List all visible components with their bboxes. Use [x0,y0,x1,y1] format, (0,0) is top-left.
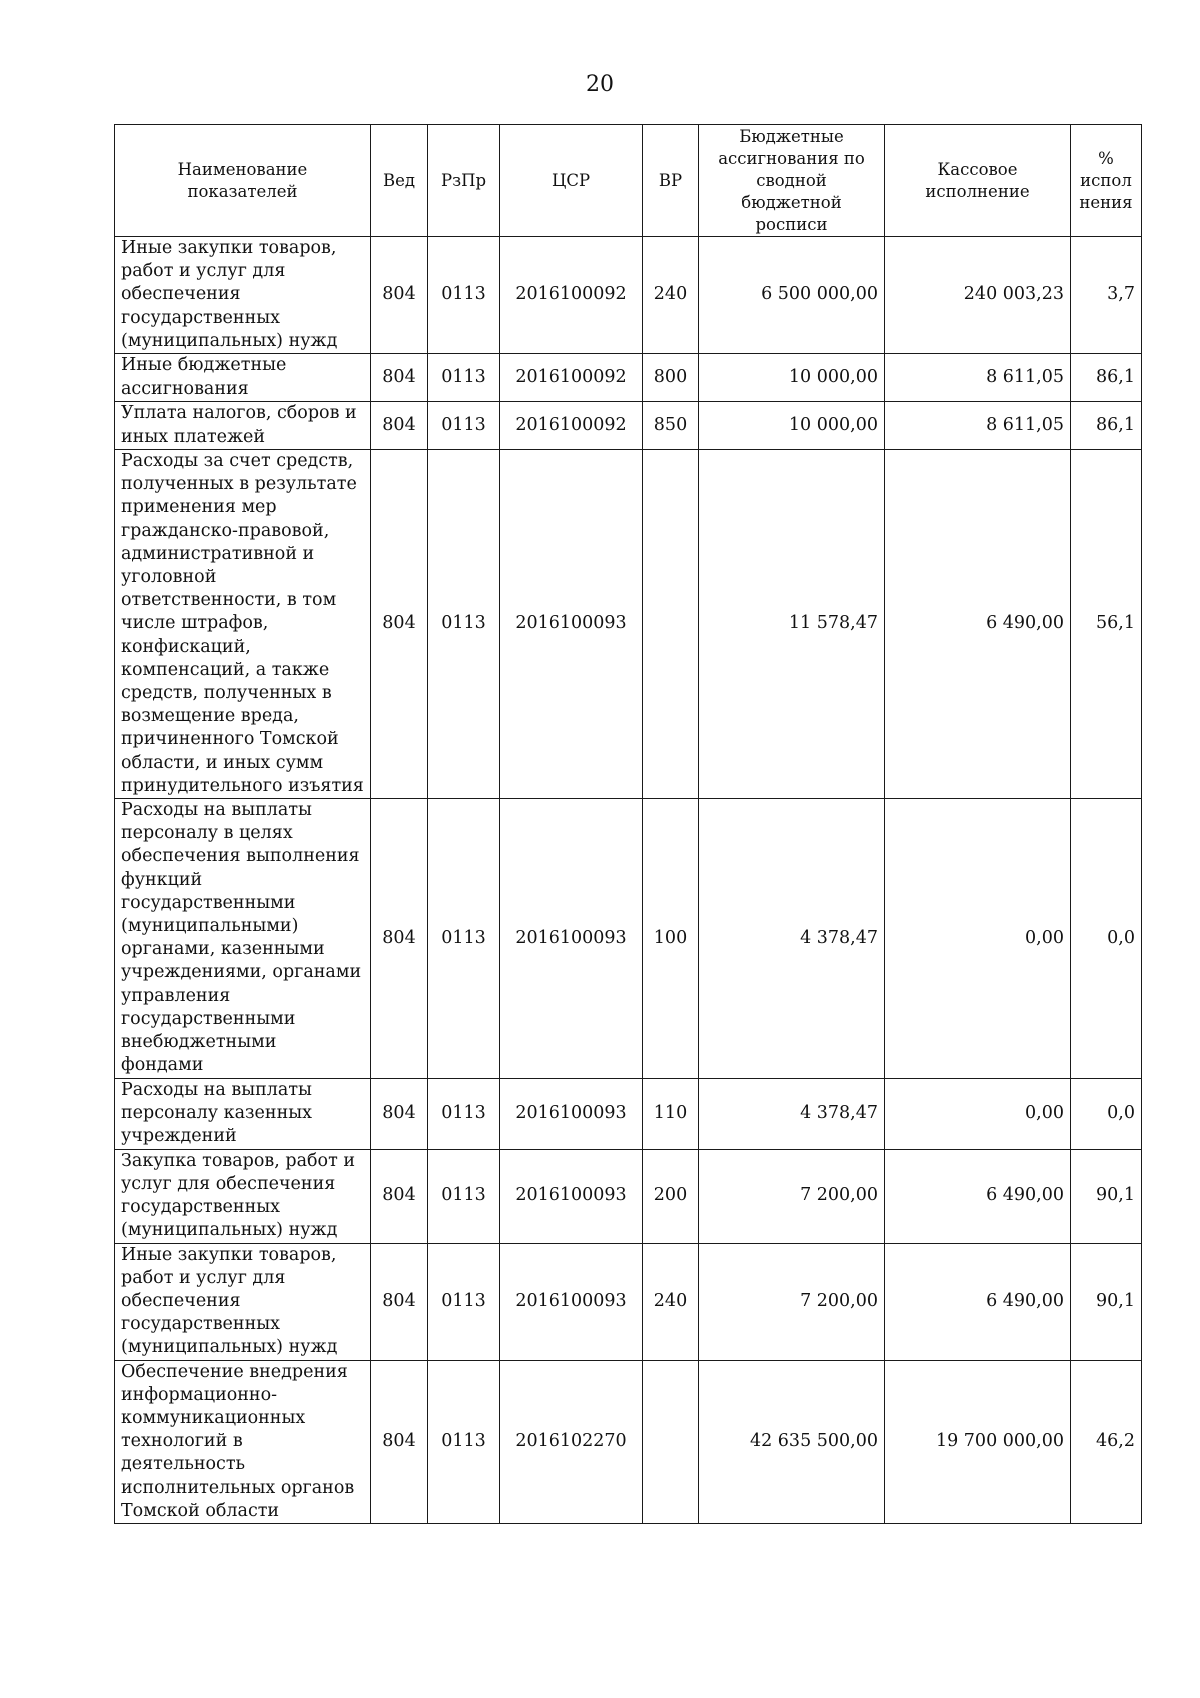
ved-cell: 804 [371,1078,428,1149]
csr-cell: 2016100093 [500,799,643,1078]
csr-cell: 2016100093 [500,450,643,799]
header-budget: Бюджетные ассигнования по сводной бюджетной росписи [699,125,885,237]
vr-cell: 110 [643,1078,699,1149]
rzpr-cell: 0113 [428,450,500,799]
ved-cell: 804 [371,1243,428,1360]
row-name-cell: Иные бюджетные ассигнования [115,354,371,402]
table-row [115,1243,1142,1360]
row-name-cell: Расходы за счет средств, полученных в результате применения мер гражданско-правовой, административной и уголовной ответственности, в том числе штрафов, конфискаций, компенсаций, а также средств, полученных в возмещение вреда, причиненного Томской области, и иных сумм принудительного изъятия [115,450,371,799]
budget-cell: 10 000,00 [699,354,885,402]
vr-cell: 800 [643,354,699,402]
csr-cell: 2016100093 [500,1149,643,1243]
table-row [115,799,1142,1078]
table-row [115,354,1142,402]
vr-cell [643,1360,699,1523]
budget-cell: 4 378,47 [699,1078,885,1149]
csr-cell: 2016100093 [500,1243,643,1360]
header-name: Наименование показателей [115,125,371,237]
vr-cell: 100 [643,799,699,1078]
cash-cell: 6 490,00 [885,450,1071,799]
table-row [115,237,1142,354]
rzpr-cell: 0113 [428,1149,500,1243]
budget-cell: 7 200,00 [699,1243,885,1360]
rzpr-cell: 0113 [428,1360,500,1523]
header-ved: Вед [371,125,428,237]
vr-cell [643,450,699,799]
table-row [115,1360,1142,1523]
row-name-cell: Иные закупки товаров, работ и услуг для обеспечения государственных (муниципальных) нужд [115,237,371,354]
budget-cell: 4 378,47 [699,799,885,1078]
cash-cell: 240 003,23 [885,237,1071,354]
cash-cell: 0,00 [885,1078,1071,1149]
header-pct: % испол нения [1071,125,1142,237]
ved-cell: 804 [371,354,428,402]
vr-cell: 240 [643,237,699,354]
rzpr-cell: 0113 [428,1243,500,1360]
cash-cell: 6 490,00 [885,1149,1071,1243]
budget-cell: 42 635 500,00 [699,1360,885,1523]
cash-cell: 8 611,05 [885,354,1071,402]
pct-cell: 90,1 [1071,1243,1142,1360]
row-name-cell: Расходы на выплаты персоналу казенных учреждений [115,1078,371,1149]
cash-cell: 6 490,00 [885,1243,1071,1360]
ved-cell: 804 [371,1360,428,1523]
pct-cell: 46,2 [1071,1360,1142,1523]
table-row [115,1078,1142,1149]
page-number: 20 [586,72,614,97]
ved-cell: 804 [371,402,428,450]
rzpr-cell: 0113 [428,402,500,450]
row-name-cell: Обеспечение внедрения информационно-коммуникационных технологий в деятельность исполнительных органов Томской области [115,1360,371,1523]
budget-cell: 11 578,47 [699,450,885,799]
rzpr-cell: 0113 [428,799,500,1078]
ved-cell: 804 [371,1149,428,1243]
budget-cell: 10 000,00 [699,402,885,450]
budget-cell: 6 500 000,00 [699,237,885,354]
header-csr: ЦСР [500,125,643,237]
row-name-cell: Уплата налогов, сборов и иных платежей [115,402,371,450]
csr-cell: 2016100092 [500,402,643,450]
ved-cell: 804 [371,450,428,799]
table-row [115,402,1142,450]
csr-cell: 2016102270 [500,1360,643,1523]
header-cash: Кассовое исполнение [885,125,1071,237]
vr-cell: 200 [643,1149,699,1243]
table-row [115,450,1142,799]
vr-cell: 850 [643,402,699,450]
row-name-cell: Иные закупки товаров, работ и услуг для обеспечения государственных (муниципальных) нужд [115,1243,371,1360]
ved-cell: 804 [371,237,428,354]
header-rzpr: РзПр [428,125,500,237]
budget-execution-table [114,124,1142,1524]
cash-cell: 19 700 000,00 [885,1360,1071,1523]
row-name-cell: Расходы на выплаты персоналу в целях обеспечения выполнения функций государственными (муниципальными) органами, казенными учреждениями, органами управления государственными внебюджетными фондами [115,799,371,1078]
csr-cell: 2016100092 [500,237,643,354]
cash-cell: 8 611,05 [885,402,1071,450]
row-name-cell: Закупка товаров, работ и услуг для обеспечения государственных (муниципальных) нужд [115,1149,371,1243]
ved-cell: 804 [371,799,428,1078]
pct-cell: 86,1 [1071,402,1142,450]
csr-cell: 2016100092 [500,354,643,402]
rzpr-cell: 0113 [428,1078,500,1149]
table-header-row [115,125,1142,237]
pct-cell: 0,0 [1071,799,1142,1078]
rzpr-cell: 0113 [428,237,500,354]
csr-cell: 2016100093 [500,1078,643,1149]
header-vr: ВР [643,125,699,237]
rzpr-cell: 0113 [428,354,500,402]
pct-cell: 56,1 [1071,450,1142,799]
budget-cell: 7 200,00 [699,1149,885,1243]
cash-cell: 0,00 [885,799,1071,1078]
pct-cell: 3,7 [1071,237,1142,354]
pct-cell: 90,1 [1071,1149,1142,1243]
vr-cell: 240 [643,1243,699,1360]
pct-cell: 86,1 [1071,354,1142,402]
table-row [115,1149,1142,1243]
pct-cell: 0,0 [1071,1078,1142,1149]
